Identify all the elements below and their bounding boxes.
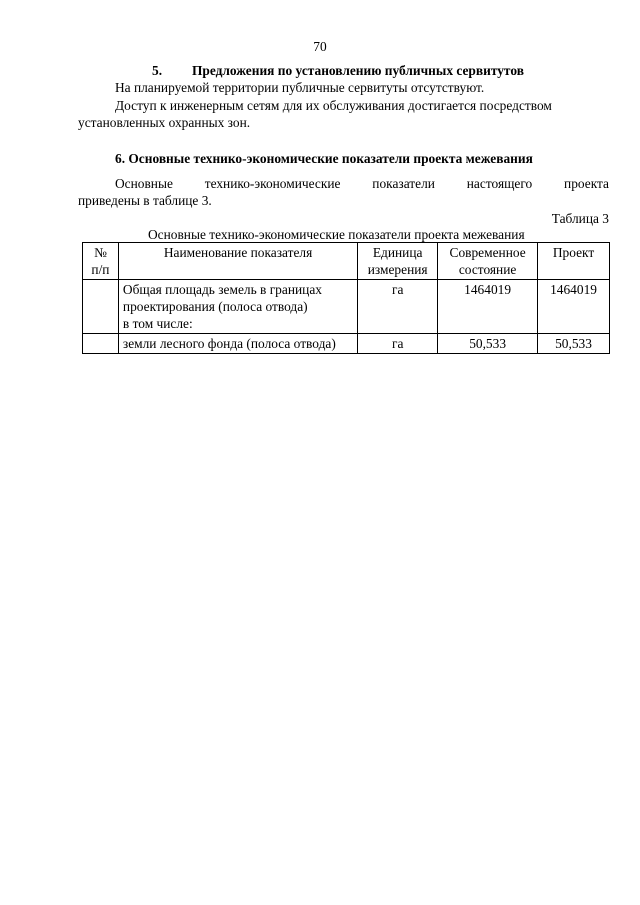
header-project: Проект <box>538 243 610 280</box>
cell-name: земли лесного фонда (полоса отвода) <box>118 334 357 354</box>
table-title: Основные технико-экономические показатели проекта межевания <box>148 227 525 242</box>
section-5-number: 5. <box>152 63 163 78</box>
page-number: 70 <box>313 39 327 54</box>
header-name: Наименование показателя <box>118 243 357 280</box>
cell-current: 1464019 <box>438 280 538 334</box>
section-5-paragraph-1: На планируемой территории публичные сервитуты отсутствуют. <box>115 80 485 95</box>
section-5-heading <box>152 62 524 79</box>
cell-name-line-3: в том числе: <box>122 316 193 331</box>
cell-unit: га <box>358 280 438 334</box>
header-num: № п/п <box>83 243 119 280</box>
section-5-paragraph-2-line-1: Доступ к инженерным сетям для их обслуживания достигается посредством <box>115 98 552 113</box>
header-unit: Единица измерения <box>358 243 438 280</box>
indicators-table <box>82 242 610 354</box>
section-6-heading: 6. Основные технико-экономические показатели проекта межевания <box>115 151 533 166</box>
table-header-row <box>83 243 610 280</box>
cell-project: 50,533 <box>538 334 610 354</box>
section-5-title: Предложения по установлению публичных сервитутов <box>192 63 524 78</box>
section-6-paragraph-line-1: Основные технико-экономические показатели настоящего проекта <box>115 176 609 191</box>
cell-unit: га <box>358 334 438 354</box>
table-row <box>83 280 610 334</box>
cell-project: 1464019 <box>538 280 610 334</box>
section-6-paragraph-line-2: приведены в таблице 3. <box>78 193 212 208</box>
cell-name <box>118 280 357 334</box>
cell-name-line-2: проектирования (полоса отвода) <box>122 299 308 314</box>
cell-current: 50,533 <box>438 334 538 354</box>
cell-num <box>83 280 119 334</box>
table-caption: Таблица 3 <box>551 211 609 226</box>
cell-name-line-1: Общая площадь земель в границах <box>122 282 322 297</box>
cell-num <box>83 334 119 354</box>
header-current: Современное состояние <box>438 243 538 280</box>
table-row <box>83 334 610 354</box>
section-5-paragraph-2-line-2: установленных охранных зон. <box>78 115 251 130</box>
